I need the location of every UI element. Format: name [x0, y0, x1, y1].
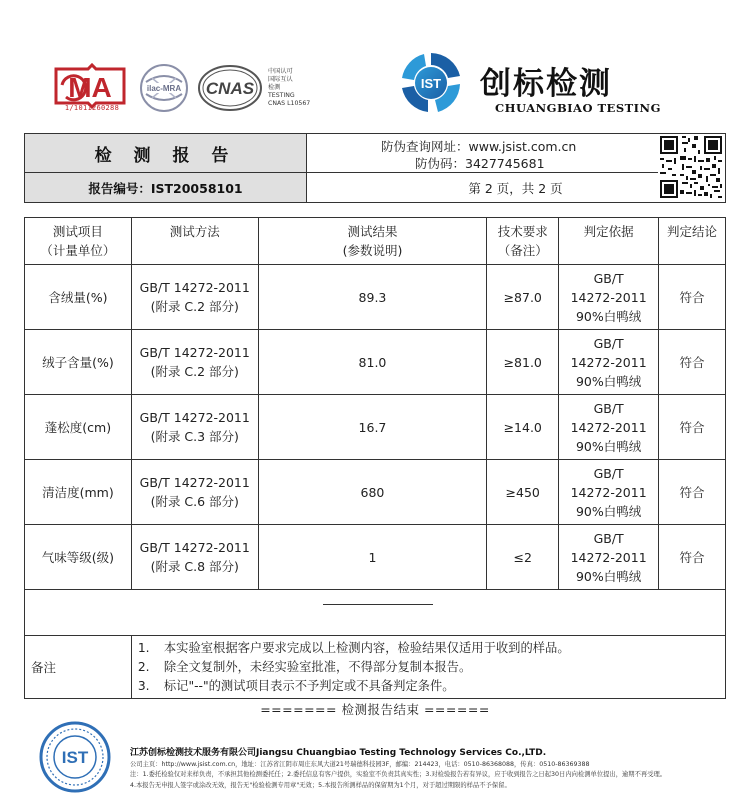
judgement-conclusion: 符合 [659, 525, 726, 590]
col-header-result: 测试结果 (参数说明) [258, 218, 487, 265]
judgement-basis: GB/T 14272-2011 90%白鸭绒 [559, 395, 659, 460]
test-result: 1 [258, 525, 487, 590]
svg-text:IST: IST [420, 76, 442, 91]
brand-name-en: CHUANGBIAO TESTING [495, 101, 661, 115]
judgement-conclusion: 符合 [659, 395, 726, 460]
technical-requirement: ≥14.0 [487, 395, 559, 460]
company-seal-icon [38, 720, 112, 794]
footer-note-line: 注：1.委托检验仅对来样负责，不承担其他检测委托任；2.委托信息有客户提供，实验室不负责其真实性；3.对检验报告若有异议，应于收到报告之日起30日内向检测单位提出，逾期不再受理。 [130, 771, 667, 778]
technical-requirement: ≤2 [487, 525, 559, 590]
notes-label: 备注 [25, 636, 132, 699]
test-method: GB/T 14272-2011 (附录 C.3 部分) [131, 395, 258, 460]
technical-requirement: ≥81.0 [487, 330, 559, 395]
technical-requirement: ≥87.0 [487, 265, 559, 330]
qr-code-icon [658, 134, 724, 200]
test-result: 16.7 [258, 395, 487, 460]
test-method: GB/T 14272-2011 (附录 C.2 部分) [131, 265, 258, 330]
test-result: 89.3 [258, 265, 487, 330]
test-results-table [24, 217, 726, 699]
svg-text:CNAS: CNAS [205, 79, 255, 98]
svg-text:IST: IST [61, 748, 89, 767]
test-method: GB/T 14272-2011 (附录 C.6 部分) [131, 460, 258, 525]
technical-requirement: ≥450 [487, 460, 559, 525]
col-header-method: 测试方法 [131, 218, 258, 265]
judgement-basis: GB/T 14272-2011 90%白鸭绒 [559, 460, 659, 525]
judgement-basis: GB/T 14272-2011 90%白鸭绒 [559, 525, 659, 590]
svg-text:ilac-MRA: ilac-MRA [146, 84, 182, 93]
table-row [25, 460, 726, 525]
ilac-mra-logo [138, 62, 190, 114]
test-item: 含绒量(%) [25, 265, 132, 330]
ist-logo [398, 50, 464, 116]
table-row [25, 395, 726, 460]
verify-code: 防伪码：3427745681 [415, 156, 545, 171]
test-method: GB/T 14272-2011 (附录 C.8 部分) [131, 525, 258, 590]
cnas-accreditation-text: 中国认可 国际互认 检测 TESTING CNAS L10567 [268, 68, 311, 107]
report-end-marker: ======= 检测报告结束 ====== [260, 702, 490, 717]
report-header-table [24, 133, 726, 203]
verify-url: 防伪查询网址：www.jsist.com.cn [381, 139, 577, 154]
notes-row [25, 636, 726, 699]
test-method: GB/T 14272-2011 (附录 C.2 部分) [131, 330, 258, 395]
note-item: 3. 标记"--"的测试项目表示不予判定或不具备判定条件。 [137, 678, 455, 693]
table-header-row [25, 218, 726, 265]
brand-name-cn: 创标检测 [480, 66, 612, 102]
page-info: 第 2 页，共 2 页 [468, 180, 563, 196]
judgement-conclusion: 符合 [659, 330, 726, 395]
table-row [25, 525, 726, 590]
table-blank-row [25, 590, 726, 636]
cnas-logo [197, 63, 263, 113]
note-item: 1. 本实验室根据客户要求完成以上检测内容，检验结果仅适用于收到的样品。 [137, 640, 570, 655]
test-item: 绒子含量(%) [25, 330, 132, 395]
col-header-basis: 判定依据 [559, 218, 659, 265]
test-result: 81.0 [258, 330, 487, 395]
judgement-conclusion: 符合 [659, 265, 726, 330]
table-row [25, 330, 726, 395]
test-result: 680 [258, 460, 487, 525]
report-number: 报告编号：IST20058101 [25, 173, 307, 202]
col-header-requirement: 技术要求 （备注） [487, 218, 559, 265]
report-title: 检 测 报 告 [25, 134, 307, 173]
footer-note-line: 4.本报告无申报人签字或涂改无效，报告无"检验检测专用章"无效；5.本报告所测样品的保留期为1个月，对于超过期限的样品不予保留。 [130, 782, 511, 789]
col-header-item: 测试项目 （计量单位） [25, 218, 132, 265]
judgement-basis: GB/T 14272-2011 90%白鸭绒 [559, 330, 659, 395]
test-item: 气味等级(级) [25, 525, 132, 590]
cma-number: 1/1011260288 [64, 104, 120, 112]
footer-contact-line: 公司主页：http://www.jsist.com.cn，地址：江苏省江阴市周庄东风大道21号瑞德科技园3F，邮编：214423，电话：0510-86368088，传真：0510-86369388 [130, 761, 590, 768]
svg-text:MA: MA [68, 72, 112, 103]
col-header-conclusion: 判定结论 [659, 218, 726, 265]
test-item: 蓬松度(cm) [25, 395, 132, 460]
blank-cell [25, 590, 726, 636]
table-row [25, 265, 726, 330]
note-item: 2. 除全文复制外，未经实验室批准，不得部分复制本报告。 [137, 659, 472, 674]
footer-company-name: 江苏创标检测技术服务有限公司Jiangsu Chuangbiao Testing Technology Services Co.,LTD. [130, 748, 547, 758]
judgement-conclusion: 符合 [659, 460, 726, 525]
end-divider-line [323, 604, 433, 605]
test-item: 清洁度(mm) [25, 460, 132, 525]
notes-body [131, 636, 725, 699]
judgement-basis: GB/T 14272-2011 90%白鸭绒 [559, 265, 659, 330]
